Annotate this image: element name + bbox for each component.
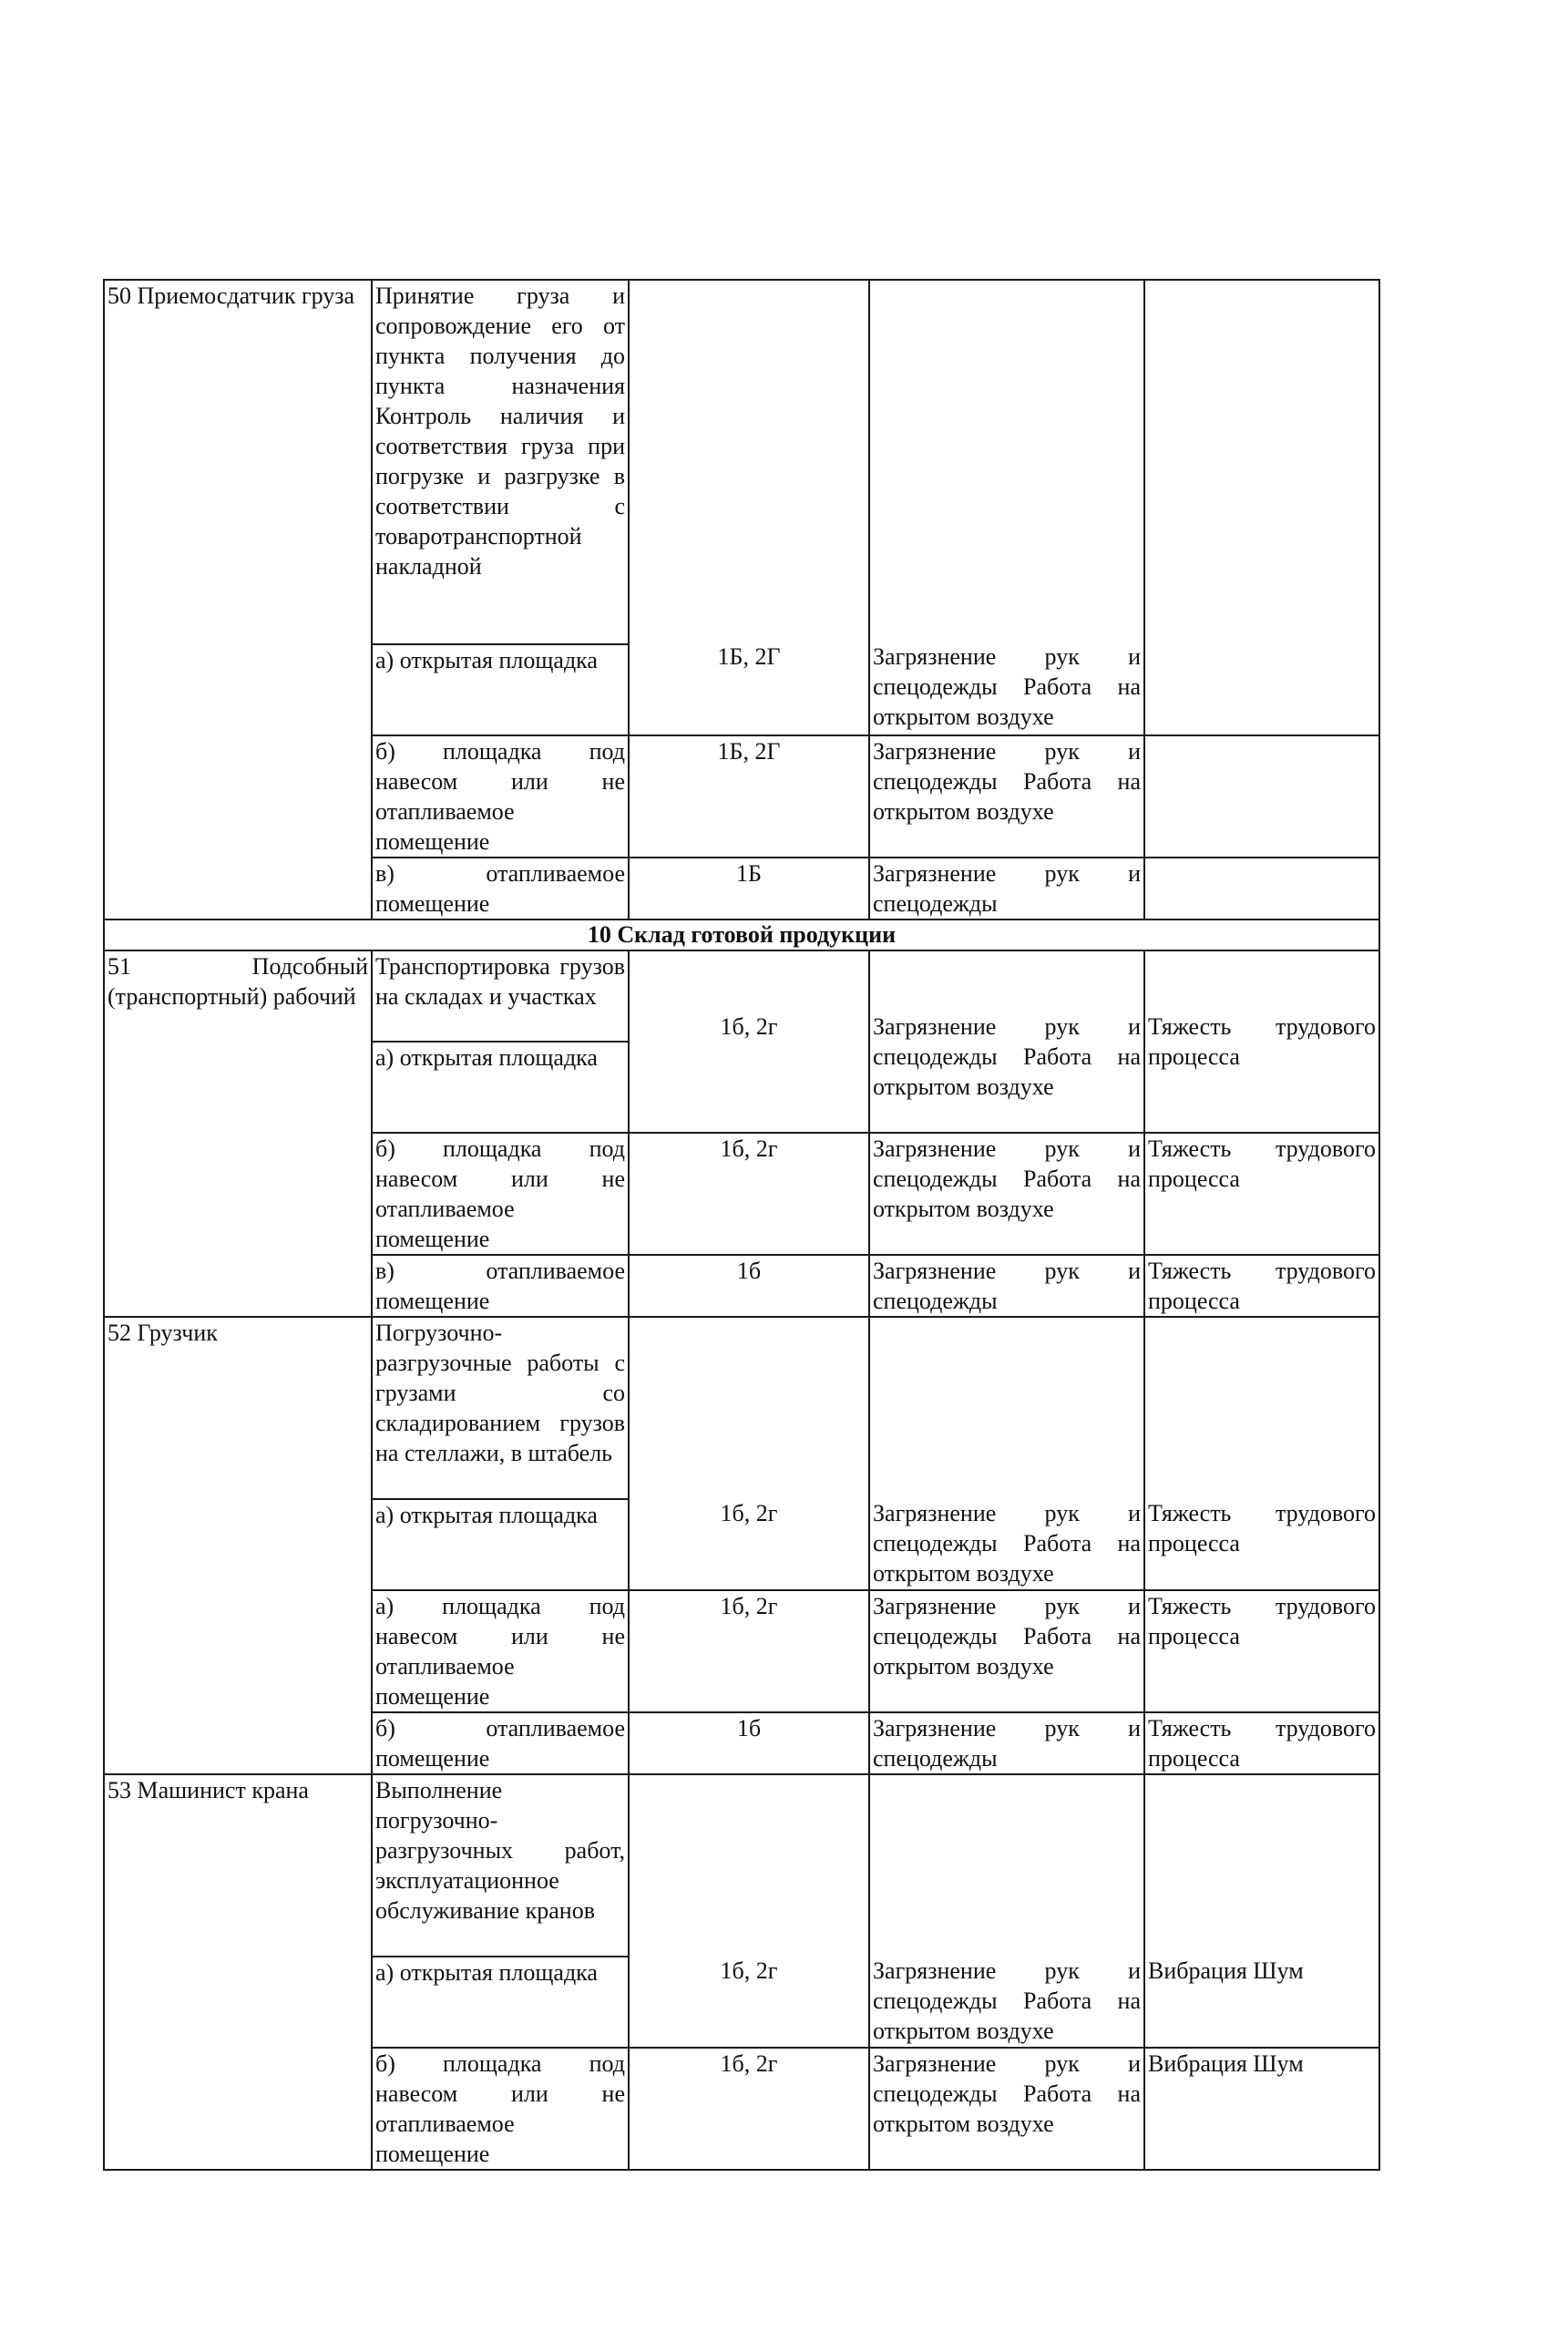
task-cell: Транспортировка грузов на складах и участках (372, 950, 629, 1042)
category-cell: 1б, 2г (629, 1590, 869, 1712)
place-cell: в) отапливаемое помещение (372, 858, 629, 919)
document-table (103, 279, 1380, 2171)
profession-cell: 51 Подсобный (транспортный) рабочий (104, 950, 372, 1317)
task-cell: Погрузочно-разгрузочные работы с грузами со складированием грузов на стеллажи, в штабель (372, 1317, 629, 1499)
factors-cell: Тяжесть трудового процесса (1144, 1317, 1379, 1590)
factors-cell: Тяжесть трудового процесса (1144, 1133, 1379, 1255)
category-cell: 1б, 2г (629, 2048, 869, 2170)
factors-cell (1144, 858, 1379, 919)
section-title: 10 Склад готовой продукции (104, 919, 1379, 950)
table-row (104, 280, 1379, 644)
section-row (104, 919, 1379, 950)
place-cell: в) отапливаемое помещение (372, 1255, 629, 1317)
place-cell: б) площадка под навесом или не отапливаемое помещение (372, 1133, 629, 1255)
place-cell: б) отапливаемое помещение (372, 1712, 629, 1774)
place-cell: а) открытая площадка (372, 1042, 629, 1133)
place-cell: а) открытая площадка (372, 1957, 629, 2048)
place-cell: а) открытая площадка (372, 1499, 629, 1590)
hazards-cell: Загрязнение рук и спецодежды Работа на открытом воздухе (869, 1590, 1144, 1712)
category-cell: 1б, 2г (629, 1774, 869, 2048)
table-row (104, 1774, 1379, 1957)
profession-cell: 52 Грузчик (104, 1317, 372, 1774)
place-cell: б) площадка под навесом или не отапливаемое помещение (372, 2048, 629, 2170)
hazards-cell: Загрязнение рук и спецодежды Работа на открытом воздухе (869, 735, 1144, 858)
hazards-cell: Загрязнение рук и спецодежды Работа на открытом воздухе (869, 1774, 1144, 2048)
category-cell: 1Б (629, 858, 869, 919)
factors-cell: Тяжесть трудового процесса (1144, 1255, 1379, 1317)
task-cell: Выполнение погрузочно-разгрузочных работ, эксплуатационное обслуживание кранов (372, 1774, 629, 1957)
category-cell: 1Б, 2Г (629, 280, 869, 735)
factors-cell: Тяжесть трудового процесса (1144, 1712, 1379, 1774)
factors-cell: Вибрация Шум (1144, 1774, 1379, 2048)
factors-cell: Тяжесть трудового процесса (1144, 1590, 1379, 1712)
hazards-cell: Загрязнение рук и спецодежды (869, 1255, 1144, 1317)
hazards-cell: Загрязнение рук и спецодежды Работа на открытом воздухе (869, 1133, 1144, 1255)
factors-cell: Вибрация Шум (1144, 2048, 1379, 2170)
category-cell: 1б (629, 1712, 869, 1774)
category-cell: 1б, 2г (629, 950, 869, 1133)
profession-cell: 53 Машинист крана (104, 1774, 372, 2170)
profession-cell: 50 Приемосдатчик груза (104, 280, 372, 919)
hazards-cell: Загрязнение рук и спецодежды (869, 1712, 1144, 1774)
factors-cell (1144, 280, 1379, 735)
category-cell: 1Б, 2Г (629, 735, 869, 858)
category-cell: 1б (629, 1255, 869, 1317)
category-cell: 1б, 2г (629, 1133, 869, 1255)
factors-cell (1144, 735, 1379, 858)
task-cell: Принятие груза и сопровождение его от пункта получения до пункта назначения Контроль наличия и соответствия груза при погрузке и разгрузке в соответствии с товаротранспортной накладной (372, 280, 629, 644)
factors-cell: Тяжесть трудового процесса (1144, 950, 1379, 1133)
hazards-cell: Загрязнение рук и спецодежды Работа на открытом воздухе (869, 1317, 1144, 1590)
table-row (104, 950, 1379, 1042)
hazards-cell: Загрязнение рук и спецодежды Работа на открытом воздухе (869, 280, 1144, 735)
hazards-cell: Загрязнение рук и спецодежды (869, 858, 1144, 919)
hazards-cell: Загрязнение рук и спецодежды Работа на открытом воздухе (869, 950, 1144, 1133)
hazards-cell: Загрязнение рук и спецодежды Работа на открытом воздухе (869, 2048, 1144, 2170)
place-cell: а) открытая площадка (372, 644, 629, 735)
category-cell: 1б, 2г (629, 1317, 869, 1590)
place-cell: а) площадка под навесом или не отапливаемое помещение (372, 1590, 629, 1712)
place-cell: б) площадка под навесом или не отапливаемое помещение (372, 735, 629, 858)
table-row (104, 1317, 1379, 1499)
